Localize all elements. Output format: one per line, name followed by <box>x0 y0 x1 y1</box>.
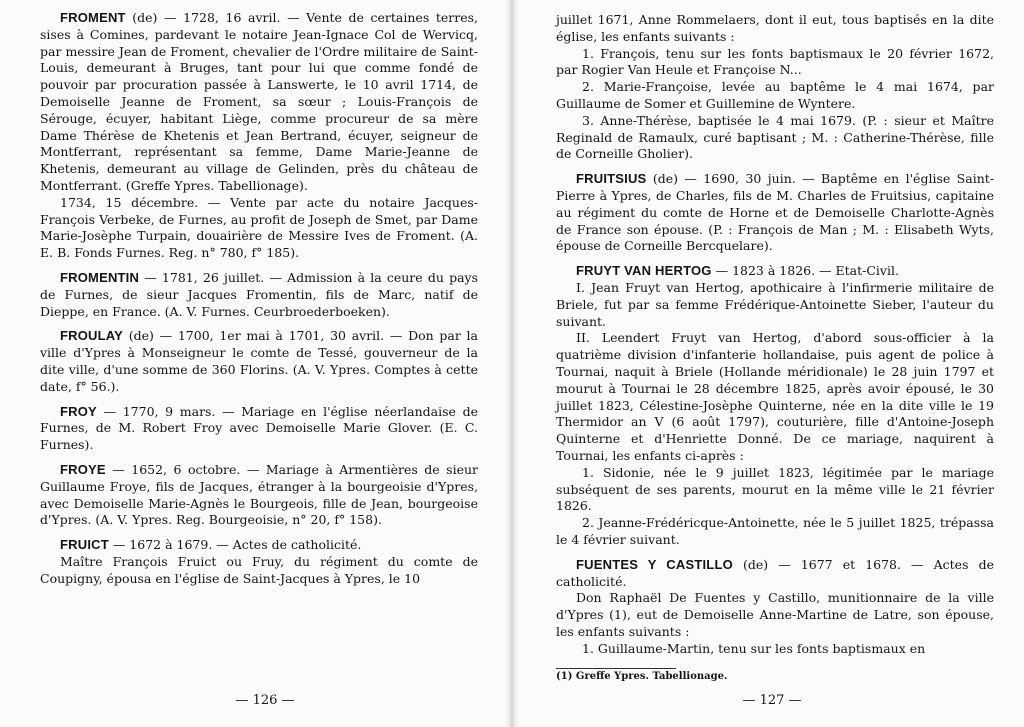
entry-paragraph: I. Jean Fruyt van Hertog, apothicaire à l'infirmerie militaire de Briele, fut par sa femme Frédérique-Antoinette Sieber, l'auteur du suivant. <box>556 279 994 329</box>
entry-text: — 1652, 6 octobre. — Mariage à Armentières de sieur Guillaume Froye, fils de Jacques, étranger à la bourgeoisie d'Ypres, avec Demoiselle Marie-Agnès le Bourgeois, fille de Jean, bourgeoise d'Ypres. (A. V. Ypres. Reg. Bourgeoisie, n° 20, f° 158). <box>40 461 478 528</box>
entry-heading: FROMENT <box>60 10 126 25</box>
entry-paragraph: 1734, 15 décembre. — Vente par acte du notaire Jacques-François Verbeke, de Furnes, au profit de Joseph de Smet, par Dame Marie-Josèphe Turpain, douairière de Messire Ives de Froment. (A. E. B. Fonds Furnes. Reg. n° 780, f° 185). <box>40 194 478 261</box>
entry-text: (de) — 1728, 16 avril. — Vente de certaines terres, sises à Comines, pardevant le notaire Jean-Ignace Col de Wervicq, par messire Jean de Froment, chevalier de l'Ordre militaire de Saint-Louis, demeurant à Bruges, tant pour lui que comme fondé de pouvoir par procuration passée à Lanswerte, le 10 avril 1714, de Demoiselle Jeanne de Froment, sa sœur ; Louis-François de Sérouge, écuyer, habitant Liège, comme procureur de sa mère Dame Thérèse de Khetenis et Jean Bertrand, écuyer, seigneur de Montferrant, représentant sa femme, Dame Marie-Jeanne de Khetenis, demeurant au village de Gelinden, près du château de Montferrant. (Greffe Ypres. Tabellionage). <box>40 10 478 193</box>
entry-heading: FUENTES Y CASTILLO <box>576 556 733 572</box>
entry-paragraph: Maître François Fruict ou Fruy, du régiment du comte de Coupigny, épousa en l'église de Saint-Jacques à Ypres, le 10 <box>40 553 478 586</box>
entry-text: — 1781, 26 juillet. — Admission à la ceure du pays de Furnes, de sieur Jacques Fromentin, fils de Marc, natif de Dieppe, en France. (A. V. Furnes. Ceurbroederboeken). <box>40 269 478 319</box>
entry-froy <box>40 404 478 454</box>
entry-fuentes-y-castillo <box>556 557 994 658</box>
child-item: 1. Guillaume-Martin, tenu sur les fonts baptismaux en <box>582 640 926 656</box>
entry-heading: FRUYT VAN HERTOG <box>576 263 712 279</box>
entry-heading: FROMENTIN <box>60 269 140 285</box>
book-gutter <box>505 0 519 727</box>
footnote-divider <box>556 668 676 669</box>
entry-froulay <box>40 328 478 395</box>
child-item: 3. Anne-Thérèse, baptisée le 4 mai 1679. (P. : sieur et Maître Reginald de Ramaulx, curé baptisant ; M. : Catherine-Thérèse, fille de Corneille Gholier). <box>556 112 994 162</box>
page-number-left: — 126 — <box>235 693 295 708</box>
entry-fruitsius <box>556 171 994 255</box>
entry-fromentin <box>40 270 478 320</box>
entry-text: — 1770, 9 mars. — Mariage en l'église néerlandaise de Furnes, de M. Robert Froy avec Demoiselle Marie Glover. (E. C. Furnes). <box>40 403 478 453</box>
left-page <box>40 10 478 596</box>
entry-froye <box>40 462 478 529</box>
page-number-right: — 127 — <box>742 693 802 708</box>
entry-paragraph: II. Leendert Fruyt van Hertog, d'abord sous-officier à la quatrième division d'infanterie hollandaise, puis agent de police à Tournai, naquit à Briele (Hollande méridionale) le 28 juin 1797 et mourut à Tournai le 28 décembre 1825, après avoir épousé, le 30 juillet 1823, Célestine-Josèphe Quinterne, née en la dite ville le 19 Thermidor an V (6 août 1797), couturière, fille d'Antoine-Joseph Quinterne et d'Henriette Donné. De ce mariage, naquirent à Tournai, les enfants ci-après : <box>556 330 994 463</box>
child-item: 2. Jeanne-Frédéricque-Antoinette, née le 5 juillet 1825, trépassa le 4 février suivant. <box>556 515 994 547</box>
entry-heading: FROYE <box>60 461 106 477</box>
child-item: 1. Sidonie, née le 9 juillet 1823, légitimée par le mariage subséquent de ses parents, mourut en la même ville le 21 février 1826. <box>556 464 994 514</box>
entry-heading: FRUITSIUS <box>576 171 647 187</box>
right-page <box>556 12 994 665</box>
entry-paragraph: juillet 1671, Anne Rommelaers, dont il eut, tous baptisés en la dite église, les enfants suivants : <box>556 12 994 44</box>
entry-text: — 1672 à 1679. — Actes de catholicité. <box>108 537 362 553</box>
entry-heading: FROY <box>60 403 97 419</box>
entry-fruict-continued <box>556 12 994 163</box>
entry-froment <box>40 10 478 262</box>
entry-heading: FRUICT <box>60 537 109 553</box>
entry-fruyt-van-hertog <box>556 263 994 549</box>
entry-text: (de) — 1690, 30 juin. — Baptême en l'église Saint-Pierre à Ypres, de Charles, fils de M. Charles de Fruitsius, capitaine au régiment du comte de Horne et de Demoiselle Charlotte-Agnès de France son épouse. (P. : François de Man ; M. : Elisabeth Wyts, épouse de Corneille Bercquelare). <box>556 171 994 254</box>
footnote: (1) Greffe Ypres. Tabellionage. <box>556 671 728 682</box>
child-item: 1. François, tenu sur les fonts baptismaux le 20 février 1672, par Rogier Van Heule et Françoise N... <box>556 45 994 78</box>
entry-heading: FROULAY <box>60 328 124 344</box>
entry-text: (de) — 1677 et 1678. — Actes de catholicité. <box>556 556 994 589</box>
entry-paragraph: Don Raphaël De Fuentes y Castillo, munitionnaire de la ville d'Ypres (1), eut de Demoiselle Anne-Martine de Latre, son épouse, les enfants suivants : <box>556 590 994 639</box>
entry-text: — 1823 à 1826. — Etat-Civil. <box>711 263 899 279</box>
child-item: 2. Marie-Françoise, levée au baptême le 4 mai 1674, par Guillaume de Somer et Guillemine de Wyntere. <box>556 79 994 111</box>
entry-fruict <box>40 537 478 587</box>
entry-text: (de) — 1700, 1er mai à 1701, 30 avril. — Don par la ville d'Ypres à Monseigneur le comte de Tessé, gouverneur de la dite ville, d'une somme de 360 Florins. (A. V. Ypres. Comptes à cette date, f° 56.). <box>40 328 478 394</box>
